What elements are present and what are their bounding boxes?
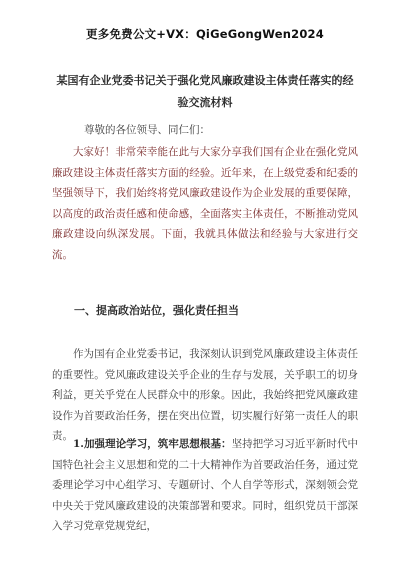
point-1-paragraph	[52, 434, 358, 537]
point-1-lead: 1.加强理论学习，筑牢思想根基：	[73, 438, 232, 450]
section-1-paragraph: 作为国有企业党委书记，我深刻认识到党风廉政建设主体责任的重要性。党风廉政建设关乎企业的生存与发展，关乎职工的切身利益，更关乎党在人民群众中的形象。因此，我始终把党风廉政建设作为首要政治任务，摆在突出位置，切实履行好第一责任人的职责。	[52, 348, 358, 442]
point-1-body: 坚持把学习习近平新时代中国特色社会主义思想和党的二十大精神作为首要政治任务，通过党委理论学习中心组学习、专题研讨、个人自学等形式，深刻领会党中央关于党风廉政建设的决策部署和要求。同时，组织党员干部深入学习党章党规党纪，	[52, 438, 358, 532]
promo-header: 更多免费公文+VX：QiGeGongWen2024	[86, 27, 324, 41]
opening-paragraph: 大家好！非常荣幸能在此与大家分享我们国有企业在强化党风廉政建设主体责任落实方面的经验。近年来，在上级党委和纪委的坚强领导下，我们始终将党风廉政建设作为企业发展的重要保障，以高度的政治责任感和使命感，全面落实主体责任，不断推动党风廉政建设向纵深发展。下面，我就具体做法和经验与大家进行交流。	[52, 146, 358, 261]
document-title: 某国有企业党委书记关于强化党风廉政建设主体责任落实的经验交流材料	[56, 74, 354, 109]
salutation: 尊敬的各位领导、同仁们：	[84, 124, 210, 136]
section-heading-1: 一、提高政治站位，强化责任担当	[74, 304, 239, 317]
